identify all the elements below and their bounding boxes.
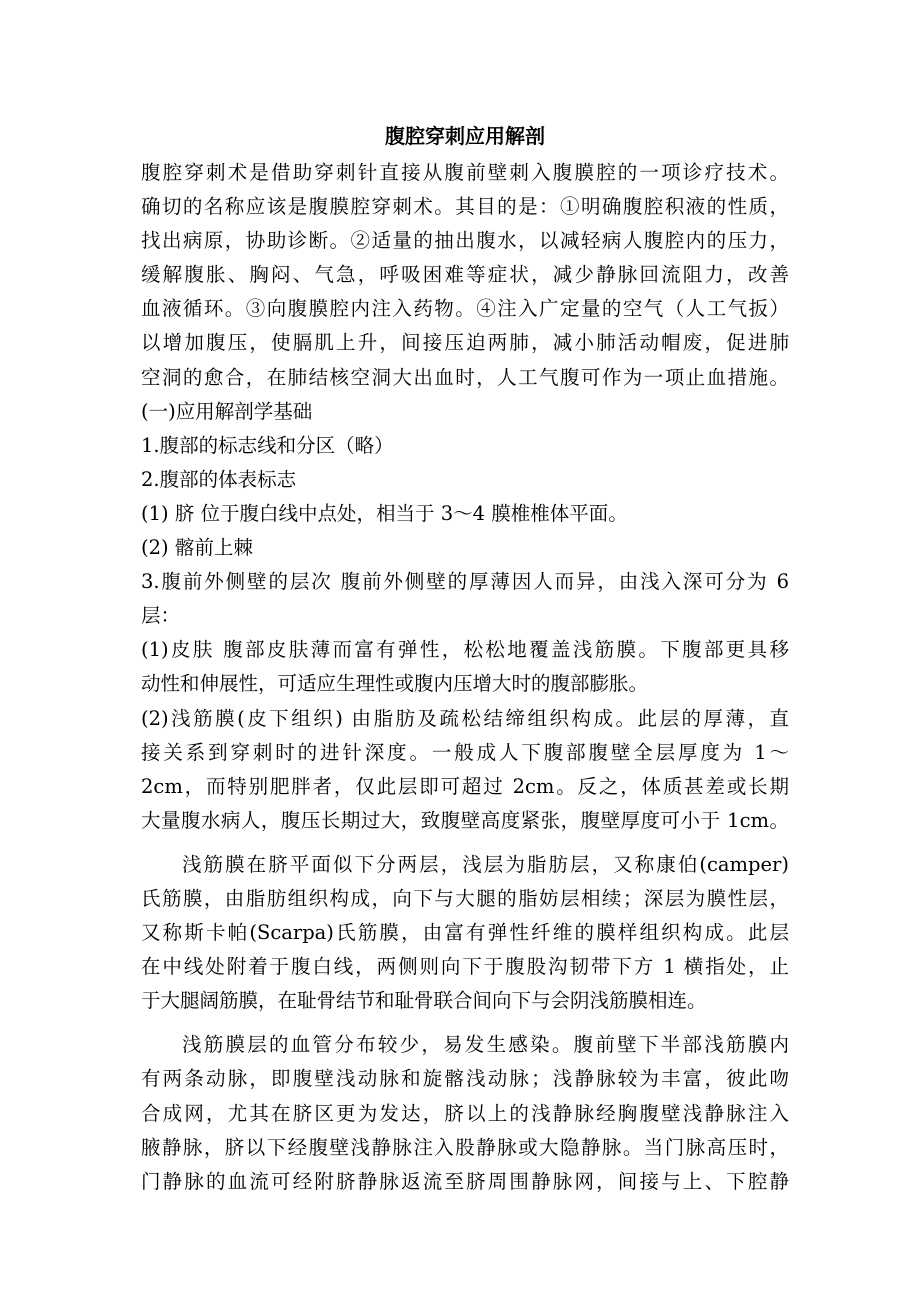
- paragraph-line: 门静脉的血流可经附脐静脉返流至脐周围静脉网，间接与上、下腔静: [141, 1169, 789, 1193]
- paragraph-line: 以增加腹压，使膈肌上升，间接压迫两肺，减小肺活动帽废，促进肺: [141, 331, 789, 355]
- paragraph-line: 确切的名称应该是腹膜腔穿刺术。其目的是：①明确腹腔积液的性质，: [141, 195, 789, 219]
- paragraph-line: 找出病原，协助诊断。②适量的抽出腹水，以减轻病人腹腔内的压力，: [141, 229, 789, 253]
- paragraph-line: 浅筋膜在脐平面似下分两层，浅层为脂肪层，又称康伯(camper): [182, 852, 789, 876]
- paragraph-line: 腹腔穿刺术是借助穿刺针直接从腹前壁刺入腹膜腔的一项诊疗技术。: [141, 161, 789, 184]
- list-item: (2) 髂前上棘: [141, 536, 253, 560]
- paragraph-line: (2)浅筋膜(皮下组织) 由脂肪及疏松结缔组织构成。此层的厚薄，直: [141, 706, 789, 730]
- paragraph-line: 3.腹前外侧壁的层次 腹前外侧壁的厚薄因人而异，由浅入深可分为 6: [141, 570, 789, 594]
- paragraph-line: 在中线处附着于腹白线，两侧则向下于腹股沟韧带下方 1 横指处，止: [141, 955, 789, 979]
- subsection-heading: 1.腹部的标志线和分区（略）: [141, 433, 394, 457]
- paragraph-line: 氏筋膜，由脂肪组织构成，向下与大腿的脂妨层相续；深层为膜性层，: [141, 886, 789, 910]
- paragraph-line: 接关系到穿刺时的进针深度。一般成人下腹部腹壁全层厚度为 1～: [141, 740, 789, 764]
- paragraph-line: 层：: [141, 604, 181, 628]
- paragraph-line: 有两条动脉，即腹壁浅动脉和旋髂浅动脉；浅静脉较为丰富，彼此吻: [141, 1067, 789, 1091]
- section-heading: (一)应用解剖学基础: [141, 399, 313, 423]
- subsection-heading: 2.腹部的体表标志: [141, 467, 297, 491]
- paragraph-line: 又称斯卡帕(Scarpa)氏筋膜，由富有弹性纤维的膜样组织构成。此层: [141, 921, 789, 945]
- document-title: 腹腔穿刺应用解剖: [385, 124, 545, 148]
- paragraph-line: 合成网，尤其在脐区更为发达，脐以上的浅静脉经胸腹壁浅静脉注入: [141, 1101, 789, 1125]
- document-page: [141, 118, 789, 1199]
- paragraph-line: 于大腿阔筋膜，在耻骨结节和耻骨联合间向下与会阴浅筋膜相连。: [141, 989, 707, 1013]
- paragraph-line: 腋静脉，脐以下经腹壁浅静脉注入股静脉或大隐静脉。当门脉高压时，: [141, 1135, 789, 1159]
- paragraph-line: 空洞的愈合，在肺结核空洞大出血时，人工气腹可作为一项止血措施。: [141, 365, 789, 389]
- paragraph-line: (1)皮肤 腹部皮肤薄而富有弹性，松松地覆盖浅筋膜。下腹部更具移: [141, 638, 789, 662]
- paragraph-line: 2cm，而特别肥胖者，仅此层即可超过 2cm。反之，体质甚差或长期: [141, 774, 789, 798]
- list-item: (1) 脐 位于腹白线中点处，相当于 3～4 膜椎椎体平面。: [141, 501, 628, 525]
- paragraph-line: 动性和伸展性，可适应生理性或腹内压增大时的腹部膨胀。: [141, 672, 649, 696]
- paragraph-line: 血液循环。③向腹膜腔内注入药物。④注入广定量的空气（人工气扳）: [141, 297, 789, 321]
- paragraph-line: 浅筋膜层的血管分布较少，易发生感染。腹前壁下半部浅筋膜内: [182, 1033, 789, 1057]
- paragraph-line: 缓解腹胀、胸闷、气急，呼吸困难等症状，减少静脉回流阻力，改善: [141, 263, 789, 287]
- paragraph-line: 大量腹水病人，腹压长期过大，致腹壁高度紧张，腹壁厚度可小于 1cm。: [141, 808, 789, 832]
